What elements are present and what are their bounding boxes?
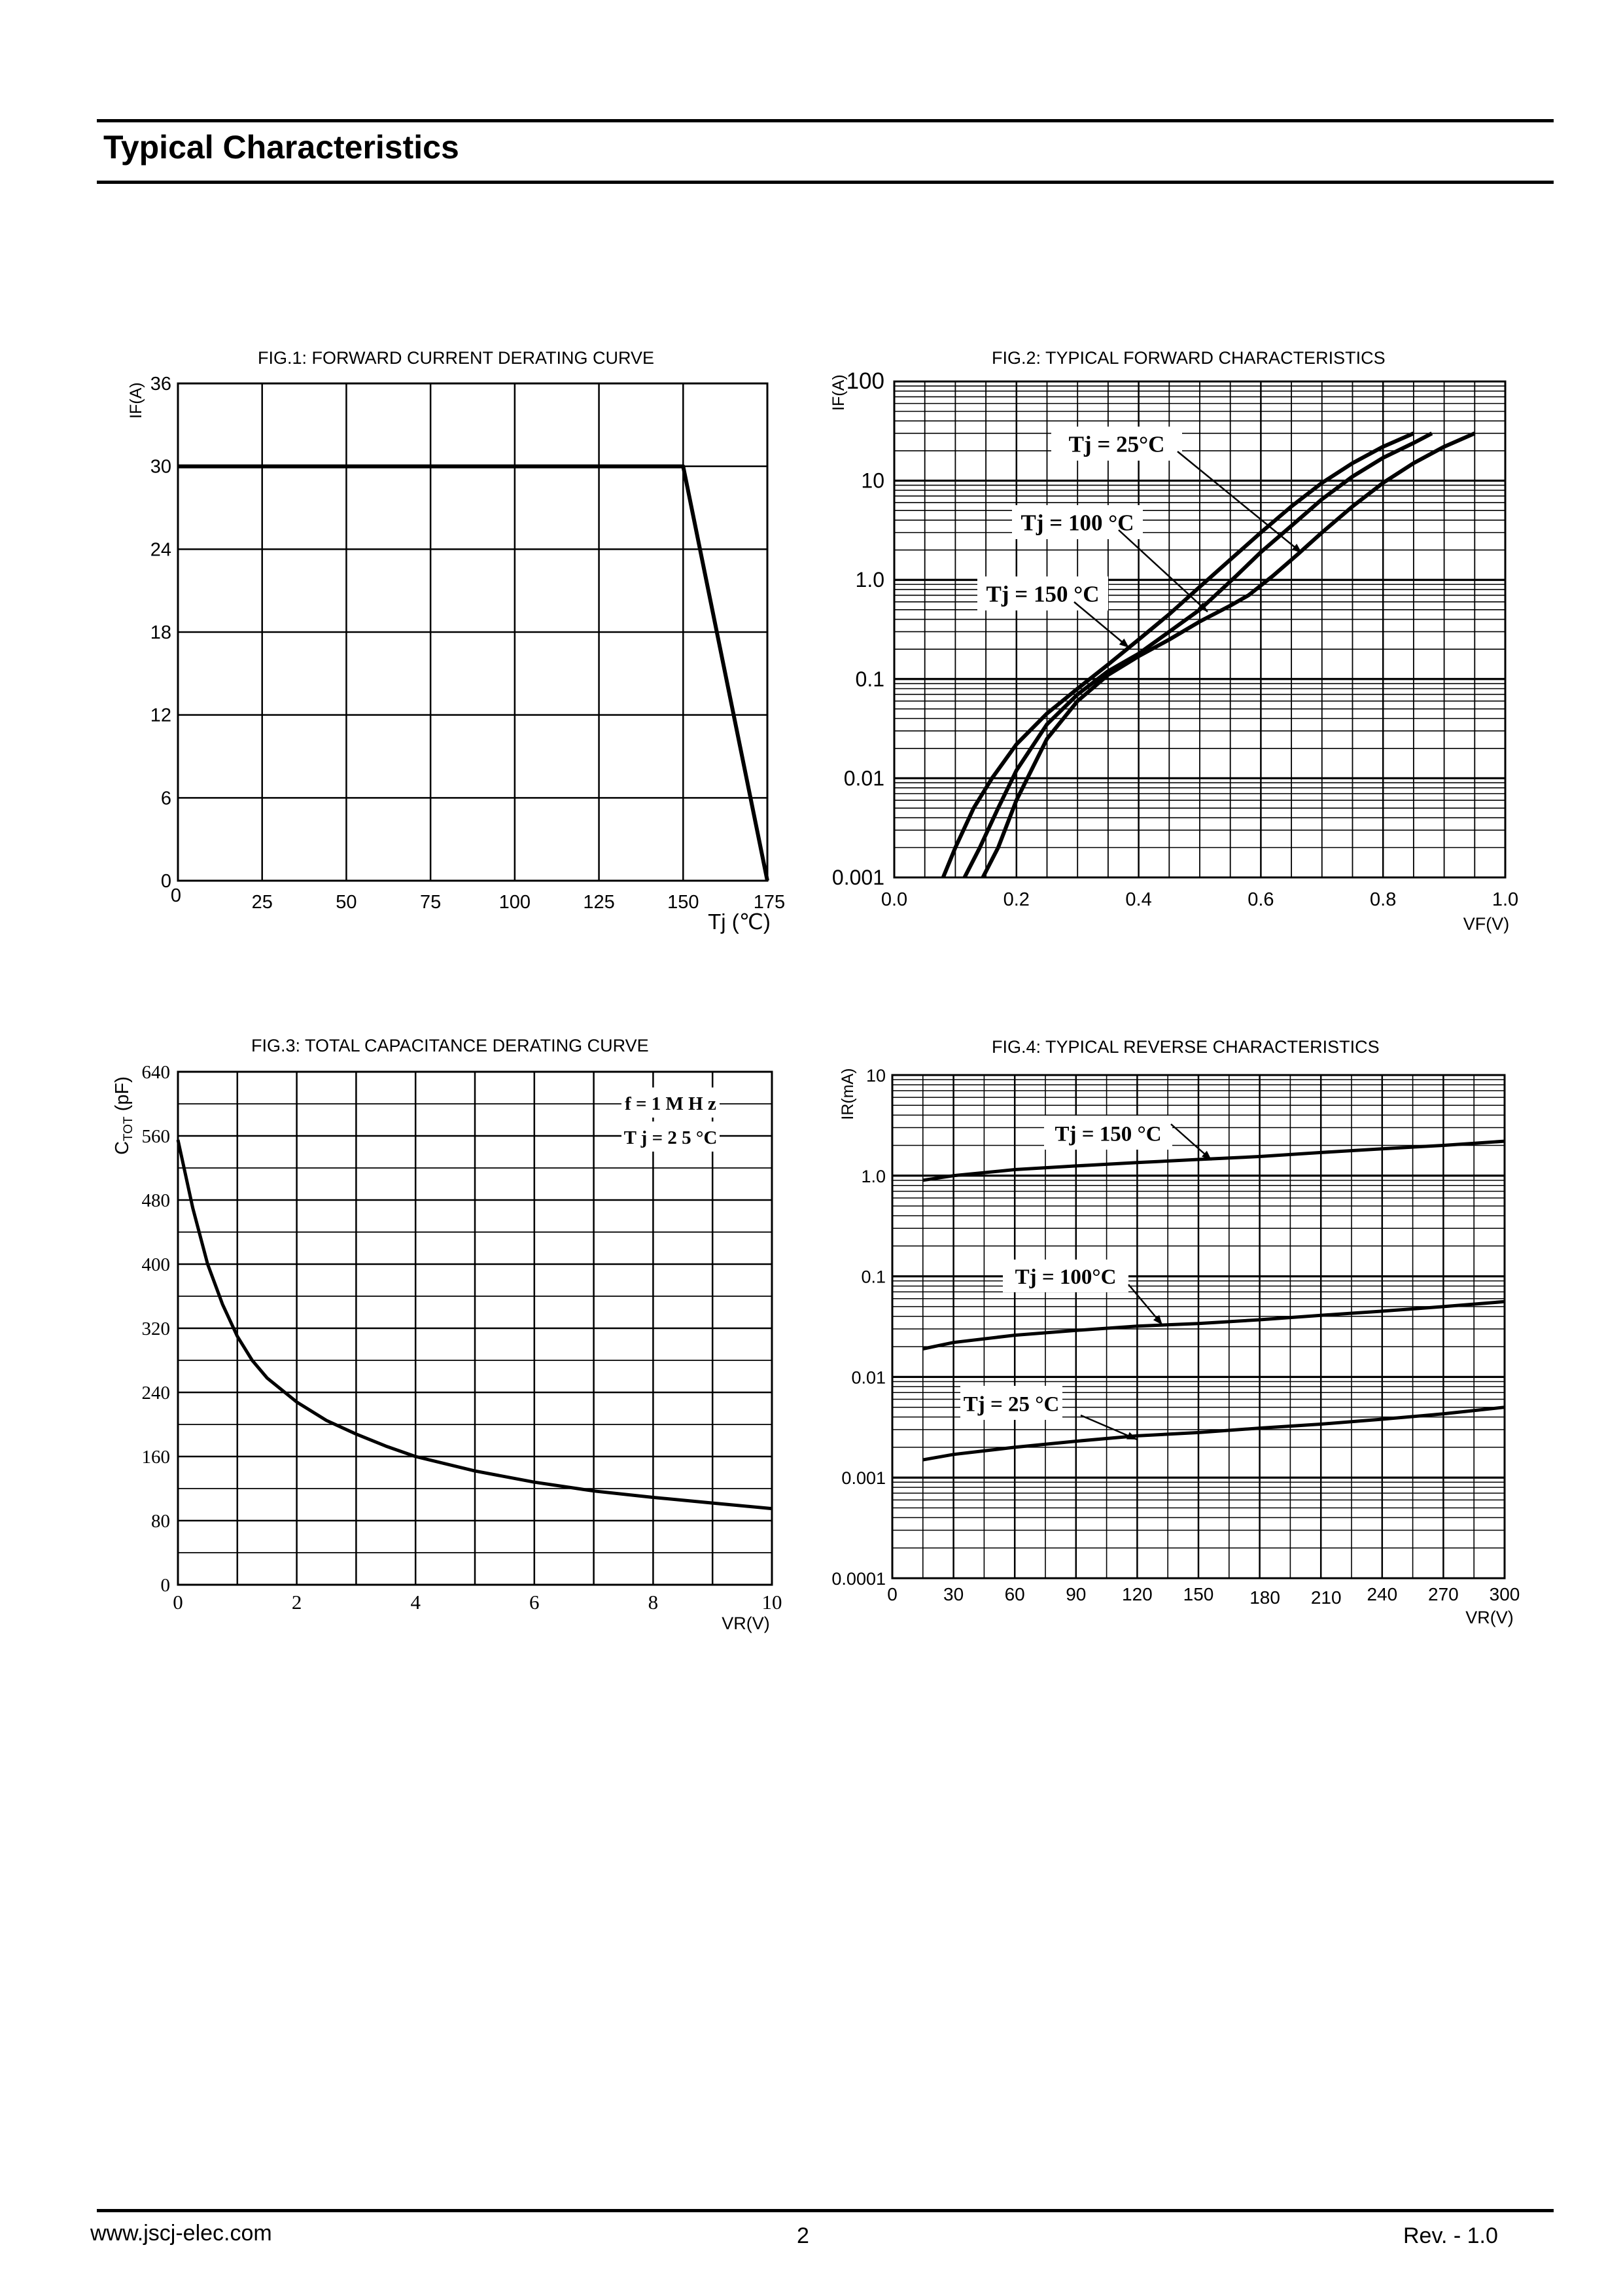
fig4-xtick-label: 300 bbox=[1489, 1584, 1520, 1604]
fig4-ytick-label: 0.0001 bbox=[831, 1569, 886, 1589]
fig1-xtick-label: 175 bbox=[753, 892, 786, 913]
fig1-xtick-label: 50 bbox=[336, 892, 357, 913]
fig3-xtick-label: 2 bbox=[291, 1591, 302, 1614]
fig2-ytick-label: 0.001 bbox=[831, 866, 884, 889]
fig3-ytick-label: 160 bbox=[141, 1447, 170, 1468]
fig2-legend-tj25: Tj = 25°C bbox=[1068, 431, 1165, 457]
fig2-legend-tj100: Tj = 100 °C bbox=[1021, 510, 1134, 536]
fig2-xtick-label: 0.6 bbox=[1248, 889, 1274, 910]
fig4-series-line-1 bbox=[923, 1141, 1505, 1180]
fig3-xtick-label: 10 bbox=[761, 1591, 782, 1614]
fig4-legend-tj100: Tj = 100°C bbox=[1015, 1265, 1117, 1289]
fig1-xtick-label: 125 bbox=[583, 892, 615, 913]
fig4-xtick-label: 210 bbox=[1310, 1587, 1342, 1608]
fig2-ytick-label: 0.1 bbox=[855, 667, 884, 691]
fig1-xtick-label: 100 bbox=[498, 892, 531, 913]
fig2-ytick-label: 1.0 bbox=[855, 568, 884, 592]
fig1-ytick-label: 6 bbox=[160, 788, 171, 809]
page-title: Typical Characteristics bbox=[103, 129, 459, 166]
fig3-xlabel: VR(V) bbox=[722, 1614, 770, 1633]
fig3-ytick-label: 0 bbox=[160, 1575, 170, 1596]
fig3-xtick-label: 4 bbox=[410, 1591, 421, 1614]
fig3-ylabel: $C_{TOT}$ (pF) bbox=[112, 1076, 135, 1155]
fig1-xtick-label: 150 bbox=[667, 892, 699, 913]
fig4-xtick-label: 270 bbox=[1428, 1584, 1459, 1604]
fig3-annotation-temperature: T j = 2 5 °C bbox=[623, 1127, 718, 1149]
fig3-ytick-label: 80 bbox=[151, 1511, 170, 1532]
fig3-xtick-label: 8 bbox=[648, 1591, 659, 1614]
fig3-title: FIG.3: TOTAL CAPACITANCE DERATING CURVE bbox=[251, 1036, 649, 1055]
fig1-ylabel: IF(A) bbox=[127, 382, 145, 419]
fig4-xtick-label: 90 bbox=[1066, 1584, 1087, 1604]
fig4-xtick-label: 180 bbox=[1249, 1587, 1280, 1608]
fig1-ytick-label: 0 bbox=[160, 871, 171, 892]
footer-page-number: 2 bbox=[797, 2223, 809, 2248]
fig1-ytick-label: 30 bbox=[150, 456, 171, 478]
fig1-ytick-label: 24 bbox=[150, 539, 171, 561]
fig1-xtick-label: 0 bbox=[170, 885, 182, 906]
fig2-title: FIG.2: TYPICAL FORWARD CHARACTERISTICS bbox=[992, 348, 1386, 368]
fig4-ytick-label: 0.001 bbox=[841, 1468, 886, 1489]
fig2-xtick-label: 0.8 bbox=[1370, 889, 1397, 910]
footer-website: www.jscj-elec.com bbox=[90, 2221, 272, 2246]
fig1-ytick-label: 12 bbox=[150, 705, 171, 726]
fig4-xtick-label: 60 bbox=[1004, 1584, 1025, 1604]
footer-revision: Rev. - 1.0 bbox=[1403, 2223, 1498, 2248]
fig1-xlabel: Tj (℃) bbox=[708, 910, 771, 934]
fig3-ytick-label: 400 bbox=[141, 1254, 170, 1275]
fig4-xlabel: VR(V) bbox=[1465, 1608, 1514, 1627]
fig1-ytick-label: 36 bbox=[150, 374, 171, 395]
fig2-legend-tj150: Tj = 150 °C bbox=[986, 581, 1100, 607]
fig4-xtick-label: 120 bbox=[1122, 1584, 1153, 1604]
fig3-ytick-label: 480 bbox=[141, 1190, 170, 1211]
fig1-xtick-label: 75 bbox=[420, 892, 442, 913]
fig4-xtick-label: 30 bbox=[943, 1584, 964, 1604]
fig2-xtick-label: 0.0 bbox=[881, 889, 908, 910]
fig2-xtick-label: 1.0 bbox=[1492, 889, 1519, 910]
fig4-legend-tj25: Tj = 25 °C bbox=[963, 1392, 1060, 1417]
fig4-series-line-2 bbox=[923, 1301, 1505, 1349]
fig2-series-line-1 bbox=[983, 433, 1475, 877]
fig1-xtick-label: 25 bbox=[251, 892, 273, 913]
fig1-title: FIG.1: FORWARD CURRENT DERATING CURVE bbox=[258, 348, 655, 368]
fig3-ytick-label: 640 bbox=[141, 1062, 170, 1083]
fig3-ytick-label: 560 bbox=[141, 1126, 170, 1147]
fig3-xtick-label: 0 bbox=[173, 1591, 183, 1614]
fig4-ytick-label: 0.01 bbox=[851, 1368, 886, 1388]
fig2-ytick-label: 0.01 bbox=[843, 766, 884, 790]
fig4-legend-tj150: Tj = 150 °C bbox=[1055, 1122, 1162, 1146]
fig1-series-line bbox=[178, 467, 767, 881]
fig4-xtick-label: 150 bbox=[1183, 1584, 1214, 1604]
fig2-xtick-label: 0.4 bbox=[1125, 889, 1152, 910]
fig3-xtick-label: 6 bbox=[529, 1591, 540, 1614]
fig2-xlabel: VF(V) bbox=[1463, 914, 1510, 934]
fig2-ytick-label: 100 bbox=[846, 368, 884, 394]
fig4-xtick-label: 240 bbox=[1367, 1584, 1398, 1604]
fig4-ytick-label: 10 bbox=[865, 1066, 886, 1086]
fig3-annotation-frequency: f = 1 M H z bbox=[625, 1093, 716, 1115]
fig3-ytick-label: 320 bbox=[141, 1318, 170, 1339]
footer-rule bbox=[97, 2209, 1554, 2212]
fig2-ylabel: IF(A) bbox=[829, 374, 848, 411]
fig1-ytick-label: 18 bbox=[150, 622, 171, 643]
fig4-ytick-label: 0.1 bbox=[861, 1267, 886, 1287]
fig4-xtick-label: 0 bbox=[887, 1584, 898, 1604]
fig4-title: FIG.4: TYPICAL REVERSE CHARACTERISTICS bbox=[992, 1037, 1380, 1057]
fig2-ytick-label: 10 bbox=[861, 468, 884, 493]
fig4-ytick-label: 1.0 bbox=[861, 1166, 886, 1186]
fig2-xtick-label: 0.2 bbox=[1003, 889, 1030, 910]
fig3-ytick-label: 240 bbox=[141, 1383, 170, 1404]
fig4-ylabel: IR(mA) bbox=[839, 1068, 857, 1120]
fig2-arrow-tj100 bbox=[1119, 530, 1208, 612]
